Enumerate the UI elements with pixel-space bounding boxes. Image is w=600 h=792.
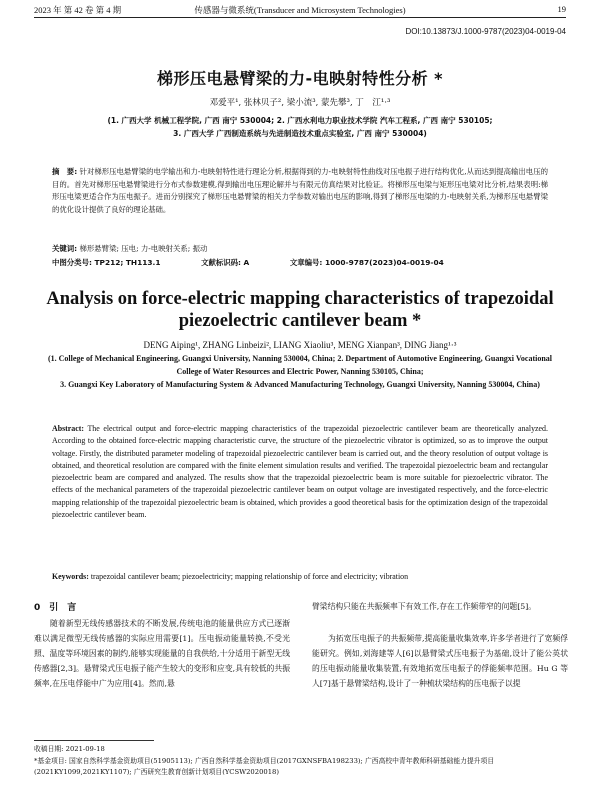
footnote-rule <box>34 740 154 741</box>
cn-affiliation-line: 3. 广西大学 广西制造系统与先进制造技术重点实验室, 广西 南宁 530004) <box>173 129 427 138</box>
classification-line <box>52 257 548 268</box>
en-affiliation-line: 3. Guangxi Key Laboratory of Manufacturing System & Advanced Manufacturing Technology, Guangxi University, Nanning 530004, China) <box>60 380 540 389</box>
body-left-column: 随着新型无线传感器技术的不断发展,传统电池的能量供应方式已逐渐难以满足微型无线传感器的实际应用需要[1]。压电振动能量转换,不受光照、温度等环境因素的制约,能够实现能量的自我供给,十分适用于新型无线传感器[2,3]。悬臂梁式压电振子能产生较大的变形和应变,具有较低的共振频率,在压电俘能中广为应用[4]。然而,悬 <box>34 619 290 688</box>
en-keywords-text: trapezoidal cantilever beam; piezoelectricity; mapping relationship of force and electricity; vibration <box>90 572 409 581</box>
cn-title: 梯形压电悬臂梁的力-电映射特性分析 * <box>156 69 444 88</box>
cn-affiliation-line: (1. 广西大学 机械工程学院, 广西 南宁 530004; 2. 广西水利电力职业技术学院 汽车工程系, 广西 南宁 530105; <box>107 116 493 125</box>
en-title: Analysis on force-electric mapping characteristics of trapezoidal piezoelectric cantilever beam * <box>46 289 554 331</box>
footnote-fund: *基金项目: 国家自然科学基金资助项目(51905113); 广西自然科学基金资助项目(2017GXNSFBA198233); 广西高校中青年教师科研基础能力提升项目(2021KY1099,2021KY1107); 广西研究生教育创新计划项目(YCSW2020018) <box>34 757 495 776</box>
journal-name: 传感器与微系统(Transducer and Microsystem Technologies) <box>194 5 406 15</box>
cn-abstract-label: 摘 要: <box>52 167 78 176</box>
en-keywords <box>52 572 548 581</box>
doi: DOI:10.13873/J.1000-9787(2023)04-0019-04 <box>405 27 566 36</box>
cn-keywords-label: 关键词: <box>52 244 78 253</box>
header-rule <box>34 17 566 18</box>
page-number: 19 <box>557 4 566 14</box>
en-abstract <box>52 423 548 521</box>
cn-abstract-text: 针对梯形压电悬臂梁的电学输出和力-电映射特性进行理论分析,根据得到的力-电映射特性曲线对压电振子进行结构优化,从而达到提高输出电压的目的。首先对梯形压电悬臂梁进行分布式参数建模,得到输出电压理论解并与有限元仿真结果对比验证。将梯形压电梁与矩形压电梁对比分析,结果表明:梯形压电梁更适合作为压电振子。进而分别探究了梯形压电悬臂梁的相关力学参数对输出电压的影响,得到了梯形压电梁的力-电映射关系,为梯形压电悬臂梁的优化设计提供了良好的理论基础。 <box>52 167 548 214</box>
footnote-received: 收稿日期: 2021-09-18 <box>34 745 105 753</box>
cn-affiliations <box>40 114 560 140</box>
en-keywords-label: Keywords: <box>52 572 89 581</box>
journal-issue: 2023 年 第 42 卷 第 4 期 <box>34 5 122 15</box>
en-abstract-text: The electrical output and force-electric mapping characteristics of the trapezoidal piezoelectric cantilever beam are theoretically analyzed. According to the obtained force-electric mapping characteristic curve, the structure of the piezoelectric vibrator is optimized, so as to improve the output voltage. Firstly, the distributed parameter modeling of trapezoidal piezoelectric cantilever beam is carried out, and the theory resolution of output voltage is obtained, and theoretical resolution are compared with the finite element simulation results and verified. The trapezoidal piezoelectric beam and rectangular piezoelectric beam are compared and analyzed. The results show that the trapezoidal piezoelectric beam is more suitable for piezoelectric vibrator. The effects of the mechanical parameters of the trapezoidal piezoelectric cantilever beam on output voltage are investigated respectively, and the force-electric mapping relationship of the trapezoidal piezoelectric beam is obtained, which provides a good theoretical basis for the optimization design of the trapezoidal piezoelectric cantilever beam. <box>52 424 548 520</box>
en-abstract-label: Abstract: <box>52 424 84 433</box>
cn-authors: 邓爱平¹, 张林贝子², 梁小流³, 蒙先攀³, 丁 江¹·³ <box>209 98 391 108</box>
cn-keywords <box>52 243 548 254</box>
body-right-column-continued: 臂梁结构只能在共振频率下有效工作,存在工作频带窄的问题[5]。 <box>312 602 537 611</box>
running-header <box>34 4 566 18</box>
body-right-column-paragraph: 为拓宽压电振子的共振频带,提高能量收集效率,许多学者进行了宽频俘能研究。例如,刘海建等人[6]以悬臂梁式压电振子为基础,设计了能公英状的压电振动能量收集装置,有效地拓宽压电振子的俘能频率范围。Hu G 等人[7]基于悬臂梁结构,设计了一种梳状梁结构的压电振子以提 <box>312 634 568 688</box>
en-affiliations <box>44 352 556 391</box>
en-authors: DENG Aiping¹, ZHANG Linbeizi², LIANG Xiaoliu³, MENG Xianpan³, DING Jiang¹·³ <box>143 340 457 350</box>
article-number: 文章编号: 1000-9787(2023)04-0019-04 <box>289 258 444 267</box>
class-number: 中图分类号: TP212; TH113.1 <box>52 258 161 267</box>
document-code: 文献标识码: A <box>201 258 250 267</box>
section-heading: 0 引 言 <box>34 603 77 613</box>
cn-abstract <box>52 166 548 216</box>
cn-keywords-text: 梯形悬臂梁; 压电; 力-电映射关系; 振动 <box>79 244 208 253</box>
en-affiliation-line: (1. College of Mechanical Engineering, Guangxi University, Nanning 530004, China; 2. Department of Automotive Engineering, Guangxi Vocational College of Water Resources and Electric Power, Nanning 530105, China; <box>47 354 552 376</box>
